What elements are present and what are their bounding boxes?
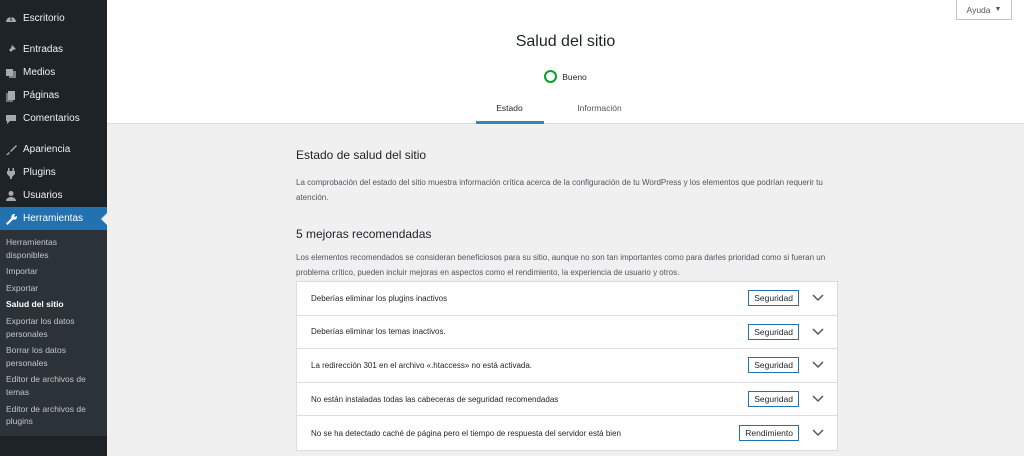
site-health-header <box>107 0 1024 124</box>
issue-badge: Seguridad <box>748 324 799 340</box>
sidebar-item-label: Apariencia <box>23 144 71 155</box>
chevron-down-icon[interactable] <box>807 395 829 403</box>
submenu-item-salud-del-sitio[interactable]: Salud del sitio <box>6 299 64 310</box>
sidebar-item-label: Usuarios <box>23 190 63 201</box>
submenu-item-exportar-datos[interactable]: Exportar los datos personales <box>6 315 75 339</box>
issue-badge: Seguridad <box>748 357 799 373</box>
chevron-down-icon[interactable] <box>807 429 829 437</box>
sidebar-item-label: Plugins <box>23 167 56 178</box>
submenu-item-editor-temas[interactable]: Editor de archivos de temas <box>6 374 86 397</box>
wrench-icon <box>5 213 17 225</box>
tab-bar <box>107 96 1024 124</box>
caret-down-icon: ▼ <box>994 6 1002 13</box>
sidebar-item-label: Páginas <box>23 90 60 101</box>
issue-title: Deberías eliminar los temas inactivos. <box>311 327 446 337</box>
sidebar-item-entradas[interactable] <box>0 38 107 61</box>
issue-row[interactable] <box>297 383 837 417</box>
status-label: Bueno <box>562 71 587 82</box>
sidebar-item-label: Escritorio <box>23 13 65 24</box>
issue-title: No se ha detectado caché de página pero el tiempo de respuesta del servidor está bien <box>311 428 621 438</box>
issues-list <box>296 281 838 451</box>
help-label: Ayuda <box>966 4 991 15</box>
submenu-item-editor-plugins[interactable]: Editor de archivos de plugins <box>6 403 86 427</box>
dashboard-icon <box>5 13 17 25</box>
chevron-down-icon[interactable] <box>807 328 829 336</box>
admin-sidebar <box>0 0 107 456</box>
sidebar-item-paginas[interactable] <box>0 84 107 107</box>
sidebar-item-escritorio[interactable] <box>0 7 107 30</box>
recommended-heading: 5 mejoras recomendadas <box>296 227 432 241</box>
recommended-text: Los elementos recomendados se consideran beneficiosos para su sitio, aunque no son tan importantes como para darles prioridad como si fueran un problema crítico, pueden incluir mejoras en aspectos como el rendimiento, la experiencia de usuario y otros. <box>296 253 826 277</box>
tab-estado[interactable]: Estado <box>476 96 544 124</box>
comment-icon <box>5 113 17 125</box>
submenu-item-herramientas-disponibles[interactable]: Herramientas disponibles <box>6 237 58 260</box>
sidebar-item-usuarios[interactable] <box>0 184 107 207</box>
submenu-item-exportar[interactable]: Exportar <box>6 282 39 293</box>
sidebar-item-plugins[interactable] <box>0 161 107 184</box>
sidebar-item-label: Medios <box>23 67 56 78</box>
status-circle-icon <box>544 70 557 83</box>
tab-informacion[interactable]: Información <box>577 103 622 113</box>
issue-title: La redirección 301 en el archivo «.htaccess» no está activada. <box>311 360 533 370</box>
submenu-item-borrar-datos[interactable]: Borrar los datos personales <box>6 345 66 368</box>
issue-row[interactable] <box>297 316 837 350</box>
chevron-down-icon[interactable] <box>807 294 829 302</box>
sidebar-item-label: Comentarios <box>23 113 80 124</box>
issue-title: No están instaladas todas las cabeceras de seguridad recomendadas <box>311 394 559 404</box>
site-health-content <box>296 148 838 280</box>
tools-submenu <box>0 230 107 436</box>
user-icon <box>5 190 17 202</box>
sidebar-item-comentarios[interactable] <box>0 107 107 130</box>
media-icon <box>5 67 17 79</box>
issue-row[interactable] <box>297 349 837 383</box>
issue-title: Deberías eliminar los plugins inactivos <box>311 293 448 303</box>
health-status <box>107 70 1024 83</box>
issue-badge: Rendimiento <box>739 425 799 441</box>
page-icon <box>5 90 17 102</box>
page-title: Salud del sitio <box>515 33 616 50</box>
brush-icon <box>5 144 17 156</box>
issue-badge: Seguridad <box>748 290 799 306</box>
issue-badge: Seguridad <box>748 391 799 407</box>
sidebar-item-label: Entradas <box>23 44 64 55</box>
issue-row[interactable] <box>297 416 837 450</box>
help-button[interactable] <box>956 0 1012 20</box>
chevron-down-icon[interactable] <box>807 361 829 369</box>
sidebar-item-medios[interactable] <box>0 61 107 84</box>
sidebar-item-herramientas[interactable] <box>0 207 107 230</box>
issue-row[interactable] <box>297 282 837 316</box>
pin-icon <box>5 44 17 56</box>
sidebar-item-label: Herramientas <box>23 213 84 224</box>
submenu-item-importar[interactable]: Importar <box>6 266 38 277</box>
sidebar-item-apariencia[interactable] <box>0 138 107 161</box>
plug-icon <box>5 167 17 179</box>
intro-text: La comprobación del estado del sitio muestra información crítica acerca de la configuración de tu WordPress y los elementos que podrían requerir tu atención. <box>296 178 823 202</box>
section-heading: Estado de salud del sitio <box>296 148 427 162</box>
